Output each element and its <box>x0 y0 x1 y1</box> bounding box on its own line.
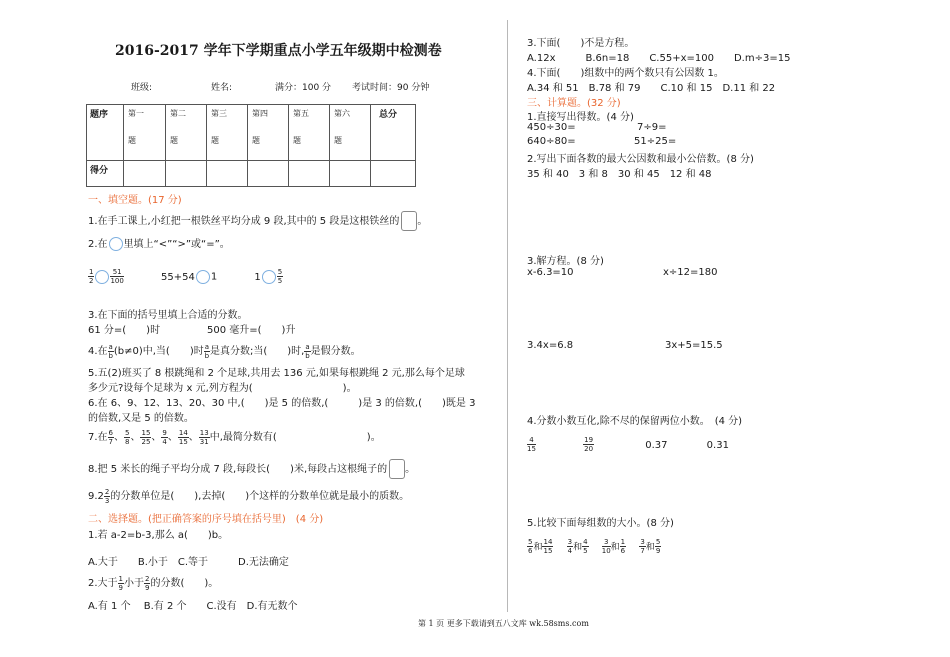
fraction: $\frac{3}{10}$ <box>601 538 611 555</box>
fraction: $\frac{9}{4}$ <box>162 428 167 446</box>
equation: 3x+5=15.5 <box>665 340 723 351</box>
fraction: $\frac{14}{15}$ <box>543 538 553 555</box>
question-2: 2.在 里填上“<”“>”或“=”。 <box>88 239 230 250</box>
calc-2: 2.写出下面各数的最大公因数和最小公倍数。(8 分) <box>527 154 754 165</box>
fraction: $\frac{15}{25}$ <box>141 428 151 446</box>
calc-5: 5.比较下面每组数的大小。(8 分) <box>527 518 674 529</box>
score-cell[interactable] <box>207 161 248 187</box>
choice-2: 2.大于 $\frac{1}{9}$ 小于 $\frac{2}{9}$ 的分数( )。 <box>88 574 219 592</box>
question-5b: 多少元?设每个足球为 x 元,列方程为( )。 <box>88 383 357 394</box>
class-label: 班级: <box>131 83 153 93</box>
score-cell[interactable] <box>166 161 207 187</box>
score-cell[interactable] <box>330 161 371 187</box>
question-9: 9.2 $\frac{2}{3}$ 的分数单位是( ),去掉( )个这样的分数单位就是最小的质数。 <box>88 487 410 505</box>
score-table-header-q5: 第五 题 <box>289 105 330 161</box>
score-table-header-q6: 第六 题 <box>330 105 371 161</box>
equation: 3.4x=6.8 <box>527 340 574 351</box>
choice-1: 1.若 a-2=b-3,那么 a( )b。 <box>88 530 229 541</box>
full-score-label: 满分：100 分 <box>275 83 332 93</box>
question-3: 3.在下面的括号里填上合适的分数。 <box>88 310 248 321</box>
compare-circle[interactable] <box>95 270 109 284</box>
exam-time-label: 考试时间：90 分钟 <box>352 83 430 93</box>
answer-box[interactable] <box>401 211 417 231</box>
fraction: $\frac{6}{7}$ <box>108 428 114 446</box>
section-choice-heading: 二、选择题。(把正确答案的序号填在括号里) (4 分) <box>88 514 324 525</box>
column-divider <box>507 20 508 612</box>
score-cell[interactable] <box>371 161 416 187</box>
fraction: $\frac{5}{9}$ <box>655 538 661 555</box>
fraction: $\frac{3}{4}$ <box>567 538 573 555</box>
calc-5-items: $\frac{5}{6}$ 和 $\frac{14}{15}$ $\frac{3}{4}$ 和 $\frac{4}{5}$ $\frac{3}{10}$ 和 $\frac{1}{6}$ $\frac{3}{7}$ 和 $\frac{5}{9}$ <box>528 538 661 555</box>
name-label: 姓名: <box>211 83 233 93</box>
compare-circle[interactable] <box>262 270 276 284</box>
question-6: 6.在 6、9、12、13、20、30 中,( )是 5 的倍数,( )是 3 的倍数,( )既是 3 <box>88 398 476 409</box>
score-table-header-q2: 第二 题 <box>166 105 207 161</box>
compare-circle[interactable] <box>196 270 210 284</box>
score-cell[interactable] <box>124 161 166 187</box>
question-2-row: $\frac{1}{2}$ $\frac{51}{100}$ 55+54 1 1 $\frac{5}{5}$ <box>89 268 283 285</box>
question-8: 8.把 5 米长的绳子平均分成 7 段,每段长( )米,每段占这根绳子的 。 <box>88 459 415 479</box>
section-calc-heading: 三、计算题。(32 分) <box>527 98 621 109</box>
fraction: $\frac{4}{15}$ <box>527 436 536 453</box>
calc-4-items: $\frac{4}{15}$ $\frac{19}{20}$ 0.37 0.31 <box>527 436 729 453</box>
choice-1-options: A.大于 B.小于 C.等于 D.无法确定 <box>88 557 289 568</box>
calc-3: 3.解方程。(8 分) <box>527 256 604 267</box>
fraction: $\frac{13}{31}$ <box>199 428 209 446</box>
fraction: $\frac{1}{9}$ <box>118 574 124 592</box>
score-table-header-q4: 第四 题 <box>248 105 289 161</box>
answer-box[interactable] <box>389 459 405 479</box>
score-table-header-q3: 第三 题 <box>207 105 248 161</box>
fraction: $\frac{5}{8}$ <box>125 428 130 446</box>
choice-4-options: A.34 和 51 B.78 和 79 C.10 和 15 D.11 和 22 <box>527 83 776 94</box>
question-6b: 的倍数,又是 5 的倍数。 <box>88 413 194 424</box>
fraction: $\frac{14}{15}$ <box>178 428 188 446</box>
choice-3-options: A.12x B.6n=18 C.55+x=100 D.m÷3=15 <box>527 53 791 64</box>
choice-4: 4.下面( )组数中的两个数只有公因数 1。 <box>527 68 724 79</box>
fraction: $\frac{19}{20}$ <box>584 436 594 453</box>
fraction: $\frac{5}{6}$ <box>528 538 533 555</box>
question-5: 5.五(2)班买了 8 根跳绳和 2 个足球,共用去 136 元,如果每根跳绳 2 元,那么每个足球 <box>88 368 465 379</box>
score-cell[interactable] <box>248 161 289 187</box>
score-table-header-q1: 第一 题 <box>124 105 166 161</box>
page-footer: 第 1 页 更多下载请到五八文库 wk.58sms.com <box>418 619 589 628</box>
score-table-header-order: 题序 <box>87 105 124 161</box>
fraction: $\frac{a}{b}$ <box>305 342 310 360</box>
question-1: 1.在手工课上,小红把一根铁丝平均分成 9 段,其中的 5 段是这根铁丝的 。 <box>88 211 427 231</box>
question-3b: 500 毫升=( )升 <box>207 325 296 336</box>
score-table-header-total: 总分 <box>371 105 416 161</box>
calc-1-item: 51÷25= <box>634 136 677 147</box>
question-4: 4.在 $\frac{a}{b}$ (b≠0)中,当( )时 $\frac{a}{b}$ 是真分数;当( )时, $\frac{a}{b}$ 是假分数。 <box>88 342 361 360</box>
score-cell[interactable] <box>289 161 330 187</box>
score-table-row-score: 得分 <box>87 161 124 187</box>
circle-blank-icon <box>109 237 123 251</box>
question-3a: 61 分=( )时 <box>88 325 161 336</box>
fraction: $\frac{1}{6}$ <box>620 538 626 555</box>
fraction: $\frac{2}{9}$ <box>145 574 150 592</box>
fraction: $\frac{2}{3}$ <box>104 487 110 505</box>
calc-2-items: 35 和 40 3 和 8 30 和 45 12 和 48 <box>527 169 712 180</box>
question-7: 7.在 $\frac{6}{7}$ 、 $\frac{5}{8}$ 、 $\frac{15}{25}$ 、 $\frac{9}{4}$ 、 $\frac{14}{15}$ 、 $\frac{13}{31}$ 中,最简分数有( )。 <box>88 428 381 446</box>
calc-4: 4.分数小数互化,除不尽的保留两位小数。 (4 分) <box>527 416 743 427</box>
choice-3: 3.下面( )不是方程。 <box>527 38 635 49</box>
fraction: $\frac{3}{7}$ <box>640 538 645 555</box>
fraction: $\frac{5}{5}$ <box>277 268 283 285</box>
calc-1-item: 7÷9= <box>637 122 667 133</box>
fraction: $\frac{1}{2}$ <box>89 268 94 285</box>
fraction: $\frac{4}{5}$ <box>583 538 588 555</box>
section-fill-blank-heading: 一、填空题。(17 分) <box>88 195 182 206</box>
fraction: $\frac{51}{100}$ <box>110 268 124 285</box>
equation: x-6.3=10 <box>527 267 574 278</box>
fraction: $\frac{a}{b}$ <box>108 342 113 360</box>
page-title: 2016-2017 学年下学期重点小学五年级期中检测卷 <box>115 43 442 59</box>
fraction: $\frac{a}{b}$ <box>204 342 210 360</box>
score-table <box>86 104 416 187</box>
calc-1: 1.直接写出得数。(4 分) <box>527 112 634 123</box>
calc-1-item: 450÷30= <box>527 122 576 133</box>
calc-1-item: 640÷80= <box>527 136 576 147</box>
choice-2-options: A.有 1 个 B.有 2 个 C.没有 D.有无数个 <box>88 601 298 612</box>
equation: x÷12=180 <box>663 267 718 278</box>
